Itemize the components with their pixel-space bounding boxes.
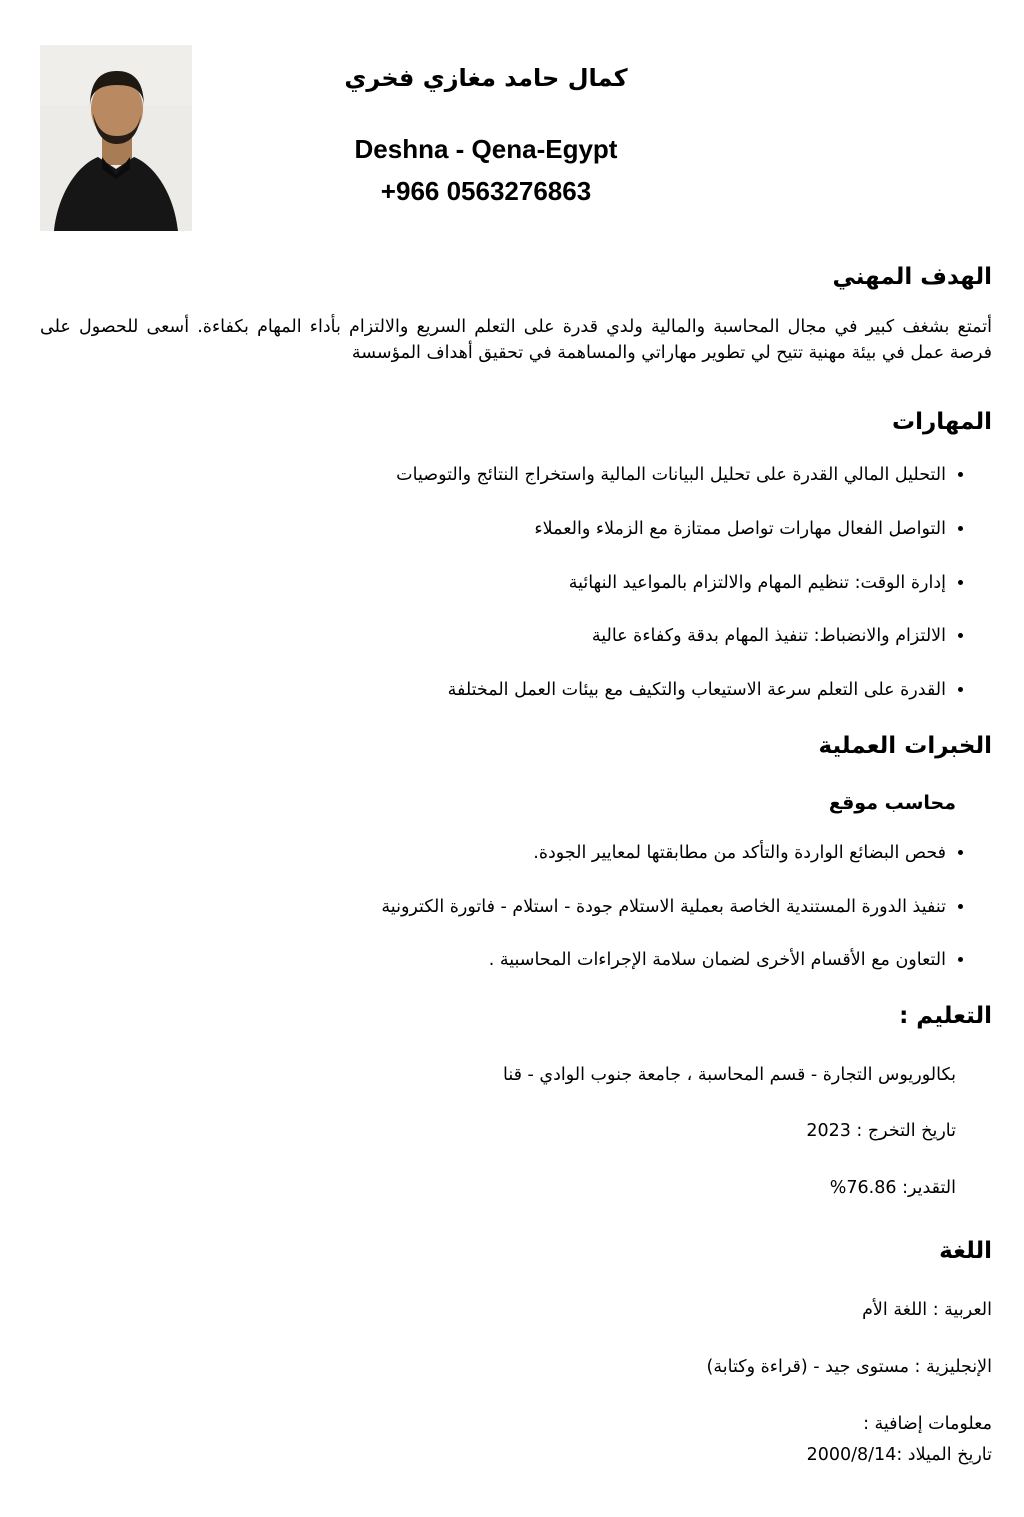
- experience-item: • فحص البضائع الواردة والتأكد من مطابقتها لمعايير الجودة.: [40, 842, 946, 866]
- skill-item: • القدرة على التعلم سرعة الاستيعاب والتكيف مع بيئات العمل المختلفة: [40, 679, 946, 703]
- skill-item: • التحليل المالي القدرة على تحليل البيانات المالية واستخراج النتائج والتوصيات: [40, 464, 946, 488]
- language-section-title: اللغة: [939, 1238, 992, 1265]
- education-grade: التقدير: 76.86%: [829, 1177, 956, 1198]
- experience-item: • تنفيذ الدورة المستندية الخاصة بعملية الاستلام جودة - استلام - فاتورة الكترونية: [40, 896, 946, 920]
- experience-item: • التعاون مع الأقسام الأخرى لضمان سلامة الإجراءات المحاسبية .: [40, 949, 946, 973]
- profile-photo-illustration: [40, 45, 192, 231]
- education-degree: بكالوريوس التجارة - قسم المحاسبة ، جامعة جنوب الوادي - قنا: [502, 1064, 956, 1085]
- birth-date: تاريخ الميلاد :2000/8/14: [806, 1444, 992, 1465]
- education-section: [40, 1003, 992, 1200]
- skill-item: • التواصل الفعال مهارات تواصل ممتازة مع الزملاء والعملاء: [40, 518, 946, 542]
- skill-item: • إدارة الوقت: تنظيم المهام والالتزام بالمواعيد النهائية: [40, 572, 946, 596]
- objective-section: [40, 264, 992, 367]
- education-lines: [40, 1064, 956, 1201]
- additional-info: [40, 1409, 992, 1470]
- language-lines: [40, 1299, 992, 1379]
- skills-list: [40, 464, 992, 702]
- experience-list: [40, 842, 992, 973]
- education-section-title: التعليم :: [899, 1002, 992, 1029]
- profile-photo: [40, 45, 192, 231]
- language-english: الإنجليزية : مستوى جيد - (قراءة وكتابة): [706, 1356, 992, 1377]
- candidate-name: كمال حامد مغازي فخري: [344, 64, 628, 92]
- skill-item: • الالتزام والانضباط: تنفيذ المهام بدقة وكفاءة عالية: [40, 625, 946, 649]
- phone-number: +966 0563276863: [380, 176, 592, 207]
- education-graduation-year: تاريخ التخرج : 2023: [806, 1121, 956, 1142]
- job-title: محاسب موقع: [828, 792, 956, 815]
- experience-section-title: الخبرات العملية: [818, 732, 992, 759]
- additional-info-label: معلومات إضافية :: [863, 1414, 992, 1435]
- location-text: Deshna - Qena-Egypt: [354, 134, 618, 164]
- objective-section-title: الهدف المهني: [832, 264, 992, 290]
- skills-section: [40, 409, 992, 703]
- language-section: [40, 1238, 992, 1470]
- language-arabic: العربية : اللغة الأم: [862, 1300, 992, 1321]
- resume-header: [40, 0, 992, 238]
- experience-section: [40, 733, 992, 973]
- skills-section-title: المهارات: [892, 408, 992, 435]
- objective-text: أتمتع بشغف كبير في مجال المحاسبة والمالية ولدي قدرة على التعلم السريع والالتزام بأداء المهام بكفاءة. أسعى للحصول على فرصة عمل في بيئة مهنية تتيح لي تطوير مهاراتي والمساهمة في تحقيق أهداف المؤسسة: [40, 316, 992, 364]
